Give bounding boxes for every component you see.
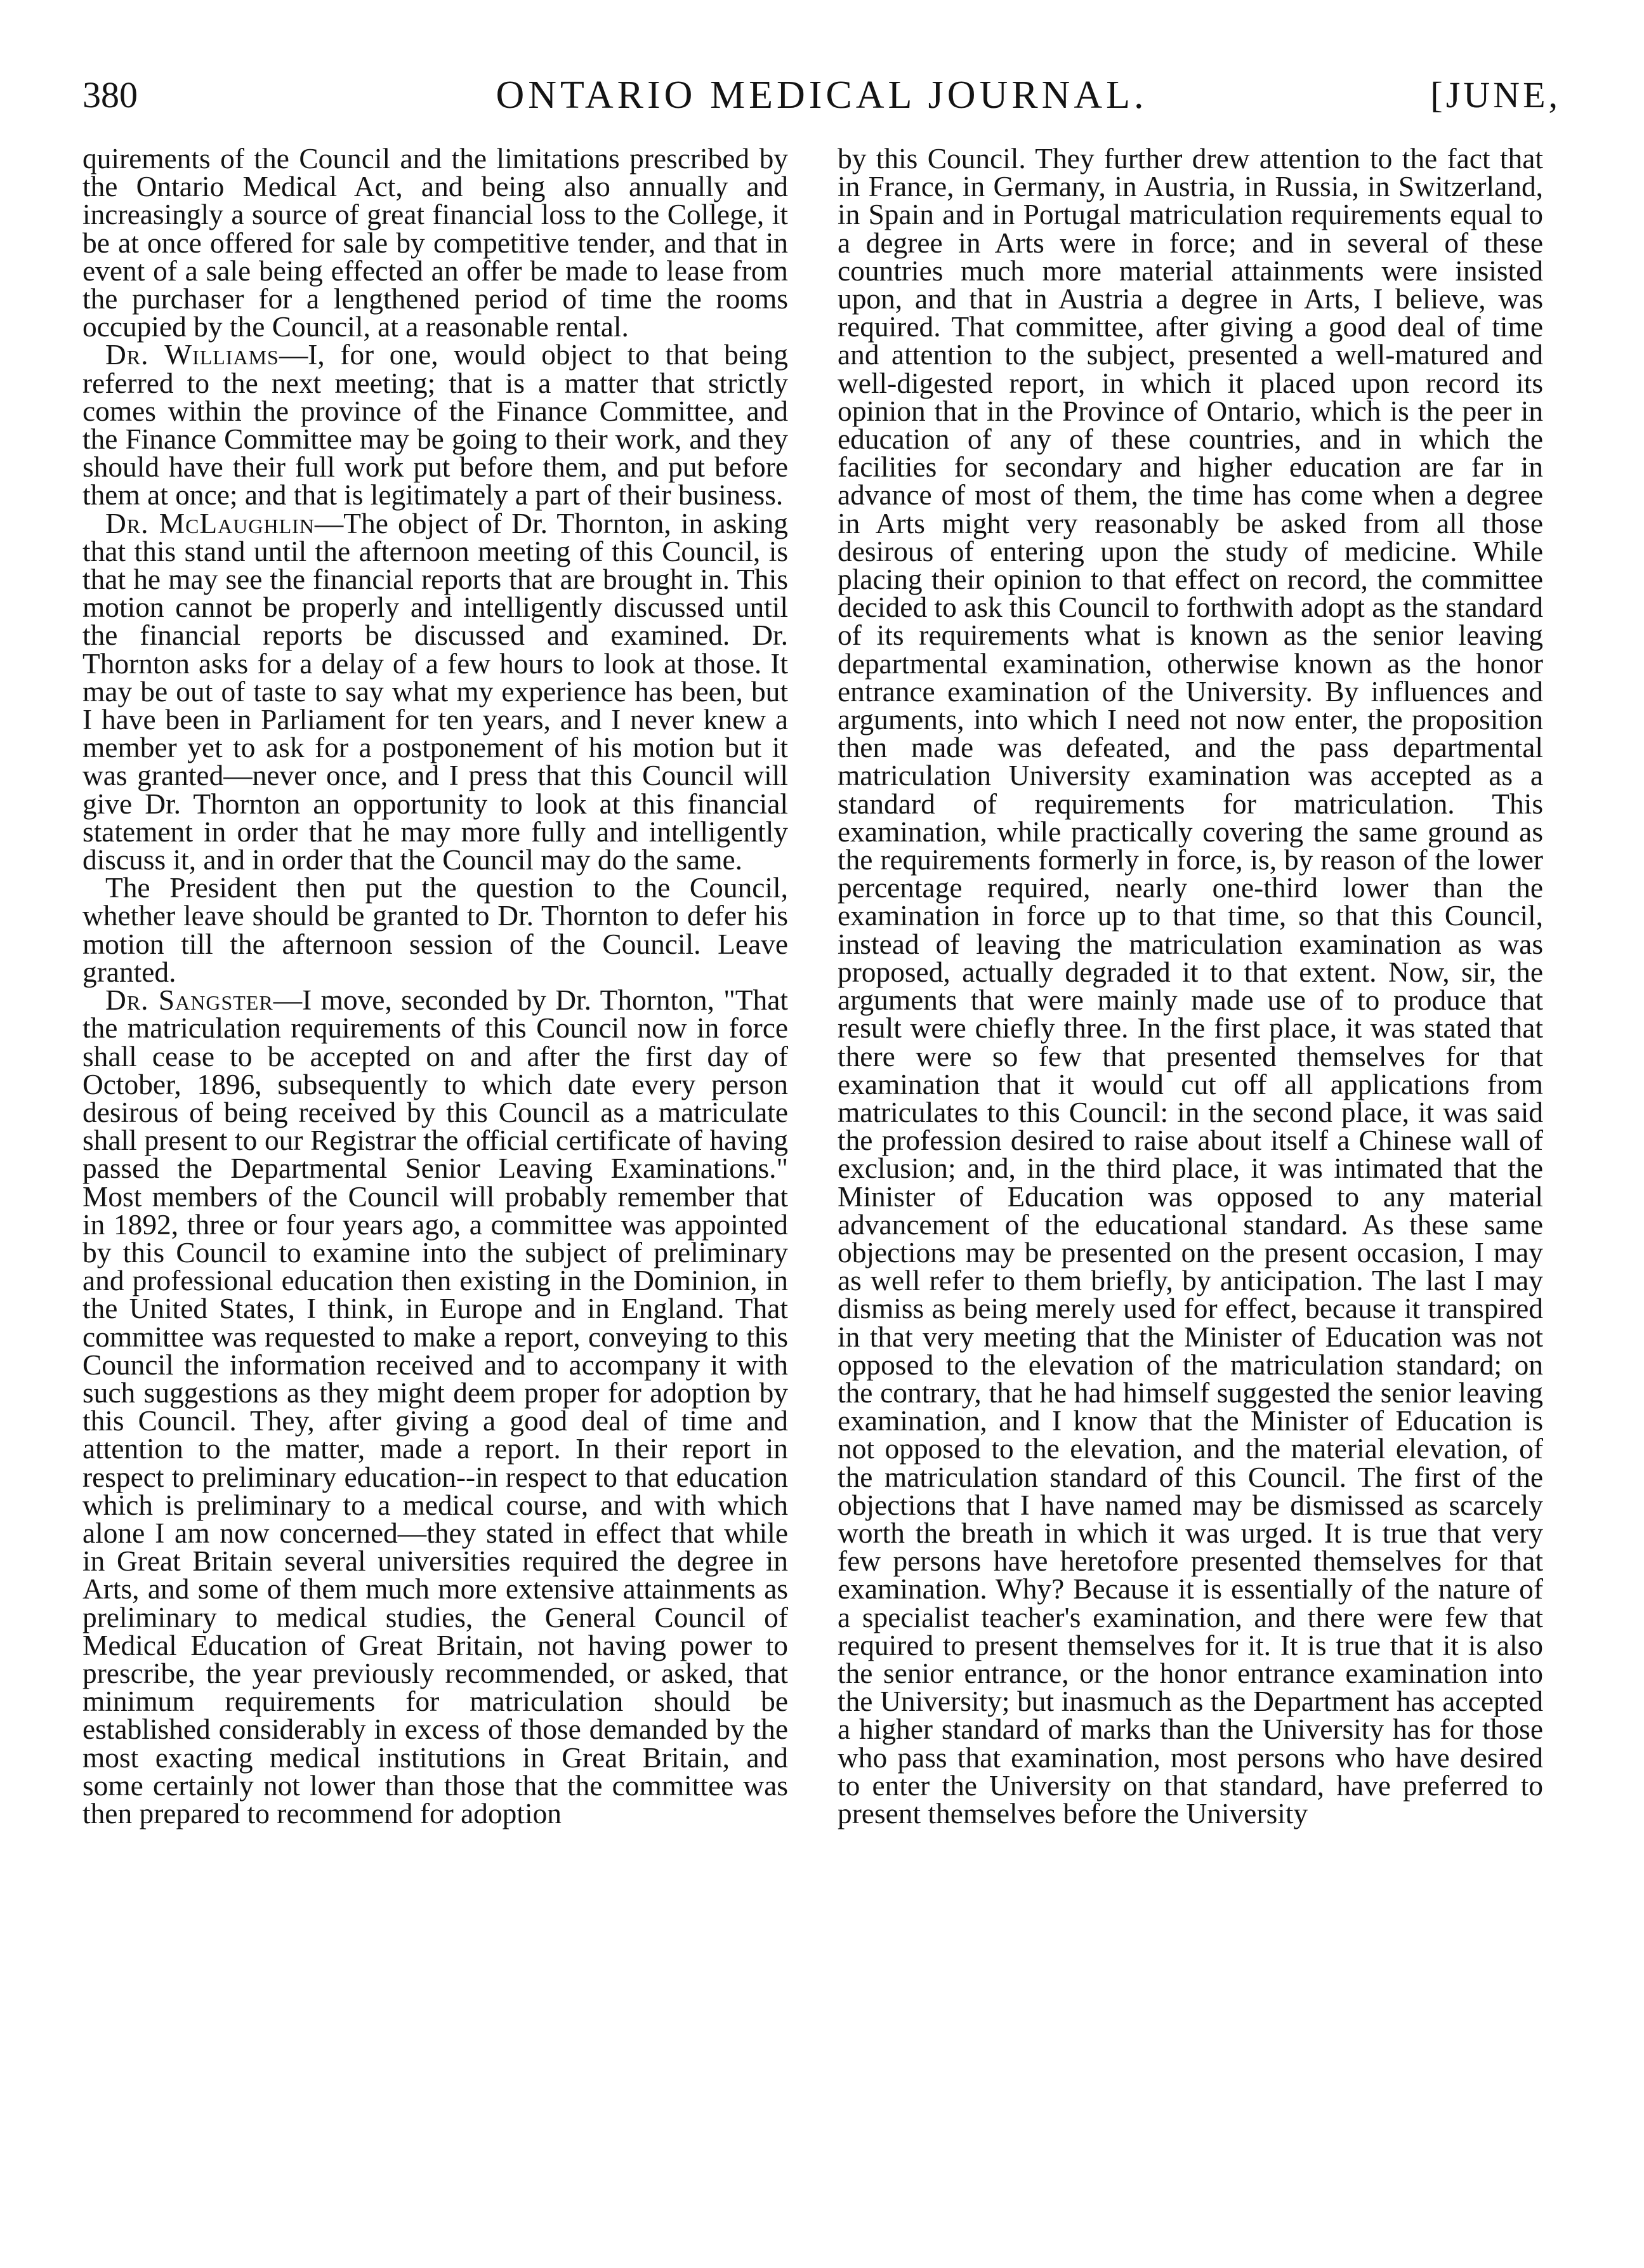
paragraph-president: The President then put the question to the Council, whether leave should be granted to Dr. Thornton to defer his motion till the afternoon session of the Council. Leave granted. (82, 872, 788, 988)
speech-text: —I, for one, would object to that being referred to the next meeting; that is a matter that strictly comes within the province of the Finance Committee, and the Finance Committee may be going to their work, and they should have their full work put before them, and put before them at once; and that is legitimately a part of their business. (82, 339, 788, 511)
issue-month: [JUNE, (1430, 74, 1561, 115)
right-column (838, 145, 1543, 1828)
page-number: 380 (82, 74, 138, 115)
paragraph-continued: quirements of the Council and the limitations prescribed by the Ontario Medical Act, and being also annually and increasingly a source of great financial loss to the College, it be at once offered for sale by competitive tender, and that in event of a sale being effected an offer be made to lease from the purchaser for a lengthened period of time the rooms occupied by the Council, at a reasonable rental. (82, 143, 788, 343)
paragraph-mclaughlin (82, 507, 788, 876)
running-header (82, 69, 1561, 122)
left-column (82, 145, 788, 1828)
paragraph-sangster (82, 986, 788, 1828)
speech-text: —The object of Dr. Thornton, in asking that this stand until the afternoon meeting of this Council, is that he may see the financial reports that are brought in. This motion cannot be properly and intelligently discussed until the financial reports be discussed and examined. Dr. Thornton asks for a delay of a few hours to look at those. It may be out of taste to say what my experience has been, but I have been in Parliament for ten years, and I never knew a member yet to ask for a postponement of his motion but it was granted—never once, and I press that this Council will give Dr. Thornton an opportunity to look at this financial statement in order that he may more fully and intelligently discuss it, and in order that the Council may do the same. (82, 507, 788, 876)
speech-text: —I move, seconded by Dr. Thornton, "That the matriculation requirements of this Council now in force shall cease to be accepted on and after the first day of October, 1896, subsequently to which date every person desirous of being received by this Council as a matriculate shall present to our Registrar the official certificate of having passed the Departmental Senior Leaving Examinations." Most members of the Council will probably remember that in 1892, three or four years ago, a committee was appointed by this Council to examine into the subject of preliminary and professional education then existing in the Dominion, in the United States, I think, in Europe and in England. That committee was requested to make a report, conveying to this Council the information received and to accompany it with such suggestions as they might deem proper for adoption by this Council. They, after giving a good deal of time and attention to the matter, made a report. In their report in respect to preliminary education--in respect to that education which is preliminary to a medical course, and with which alone I am now concerned—they stated in effect that while in Great Britain several universities required the degree in Arts, and some of them much more extensive attainments as preliminary to medical studies, the General Council of Medical Education of Great Britain, not having power to prescribe, the year previously recommended, or asked, that minimum requirements for matriculation should be established considerably in excess of those demanded by the most exacting medical institutions in Great Britain, and some certainly not lower than those that the committee was then prepared to recommend for adoption (82, 984, 788, 1830)
speaker-name: Dr. McLaughlin (105, 507, 315, 539)
paragraph-continued: by this Council. They further drew attention to the fact that in France, in Germany, in Austria, in Russia, in Switzerland, in Spain and in Portugal matriculation requirements equal to a degree in Arts were in force; and in several of these countries much more material attainments were insisted upon, and that in Austria a degree in Arts, I believe, was required. That committee, after giving a good deal of time and attention to the subject, presented a well-matured and well-digested report, in which it placed upon record its opinion that in the Province of Ontario, which is the peer in education of any of these countries, and in which the facilities for secondary and higher education are far in advance of most of them, the time has come when a degree in Arts might very reasonably be asked from all those desirous of entering upon the study of medicine. While placing their opinion to that effect on record, the committee decided to ask this Council to forthwith adopt as the standard of its requirements what is known as the senior leaving departmental examination, otherwise known as the honor entrance examination of the University. By influences and arguments, into which I need not now enter, the proposition then made was defeated, and the pass departmental matriculation University examination was accepted as a standard of requirements for matriculation. This examination, while practically covering the same ground as the requirements formerly in force, is, by reason of the lower percentage required, nearly one-third lower than the examination in force up to that time, so that this Council, instead of leaving the matriculation examination as was proposed, actually degraded it to that extent. Now, sir, the arguments that were mainly made use of to produce that result were chiefly three. In the first place, it was stated that there were so few that presented themselves for that examination that it would cut off all applications from matriculates to this Council: in the second place, it was said the profession desired to raise about itself a Chinese wall of exclusion; and, in the third place, it was intimated that the Minister of Education was opposed to any material advancement of the educational standard. As these same objections may be presented on the present occasion, I may as well refer to them briefly, by anticipation. The last I may dismiss as being merely used for effect, because it transpired in that very meeting that the Minister of Education was not opposed to the elevation of the matriculation standard; on the contrary, that he had himself suggested the senior leaving examination, and I know that the Minister of Education is not opposed to the elevation, and the material elevation, of the matriculation standard of this Council. The first of the objections that I have named may be dismissed as scarcely worth the breath in which it was urged. It is true that very few persons have heretofore presented themselves for that examination. Why? Because it is essentially of the nature of a specialist teacher's examination, and there were few that required to present themselves for it. It is true that it is also the senior entrance, or the honor entrance examination into the University; but inasmuch as the Department has accepted a higher standard of marks than the University has for those who pass that examination, most persons who have desired to enter the University on that standard, have preferred to present themselves before the University (838, 143, 1543, 1830)
journal-title: ONTARIO MEDICAL JOURNAL. (496, 74, 1148, 117)
paragraph-williams (82, 341, 788, 509)
speaker-name: Dr. Sangster (105, 984, 273, 1017)
speaker-name: Dr. Williams (105, 339, 279, 371)
